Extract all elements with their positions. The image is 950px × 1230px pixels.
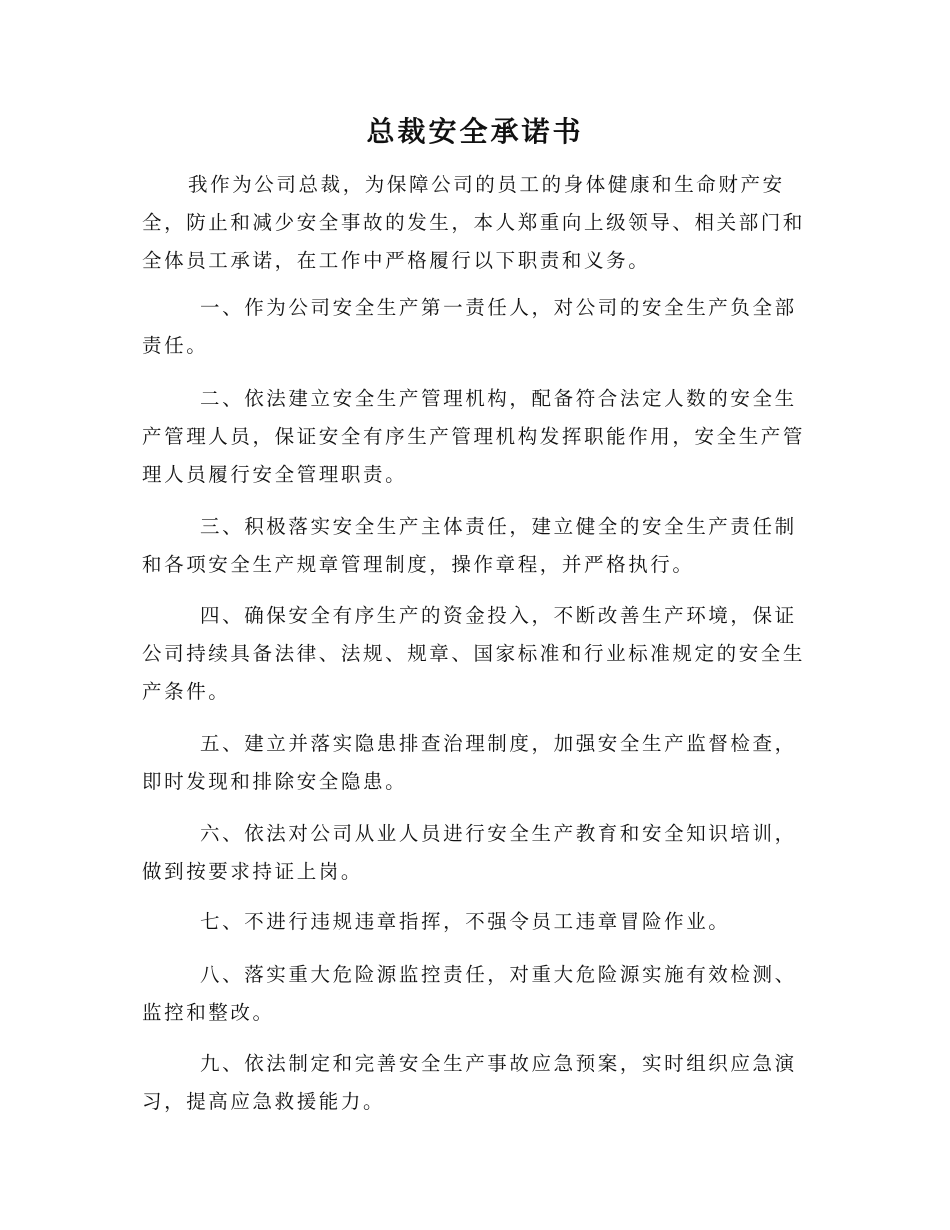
commitment-item-1: 一、作为公司安全生产第一责任人，对公司的安全生产负全部责任。 <box>142 296 797 357</box>
document-title: 总裁安全承诺书 <box>366 115 584 148</box>
intro-paragraph: 我作为公司总裁，为保障公司的员工的身体健康和生命财产安全，防止和减少安全事故的发生，本人郑重向上级领导、相关部门和全体员工承诺，在工作中严格履行以下职责和义务。 <box>142 173 806 272</box>
commitment-item-2: 二、依法建立安全生产管理机构，配备符合法定人数的安全生产管理人员，保证安全有序生产管理机构发挥职能作用，安全生产管理人员履行安全管理职责。 <box>142 387 806 486</box>
commitment-item-9: 九、依法制定和完善安全生产事故应急预案，实时组织应急演习，提高应急救援能力。 <box>142 1052 797 1113</box>
commitment-item-5: 五、建立并落实隐患排查治理制度，加强安全生产监督检查，即时发现和排除安全隐患。 <box>142 732 797 793</box>
commitment-item-3: 三、积极落实安全生产主体责任，建立健全的安全生产责任制和各项安全生产规章管理制度，操作章程，并严格执行。 <box>142 515 797 576</box>
commitment-item-8: 八、落实重大危险源监控责任，对重大危险源实施有效检测、监控和整改。 <box>142 963 797 1024</box>
commitment-item-6: 六、依法对公司从业人员进行安全生产教育和安全知识培训，做到按要求持证上岗。 <box>142 822 797 883</box>
commitment-item-4: 四、确保安全有序生产的资金投入，不断改善生产环境，保证公司持续具备法律、法规、规章、国家标准和行业标准规定的安全生产条件。 <box>142 604 806 703</box>
commitment-item-7: 七、不进行违规违章指挥，不强令员工违章冒险作业。 <box>200 910 731 933</box>
